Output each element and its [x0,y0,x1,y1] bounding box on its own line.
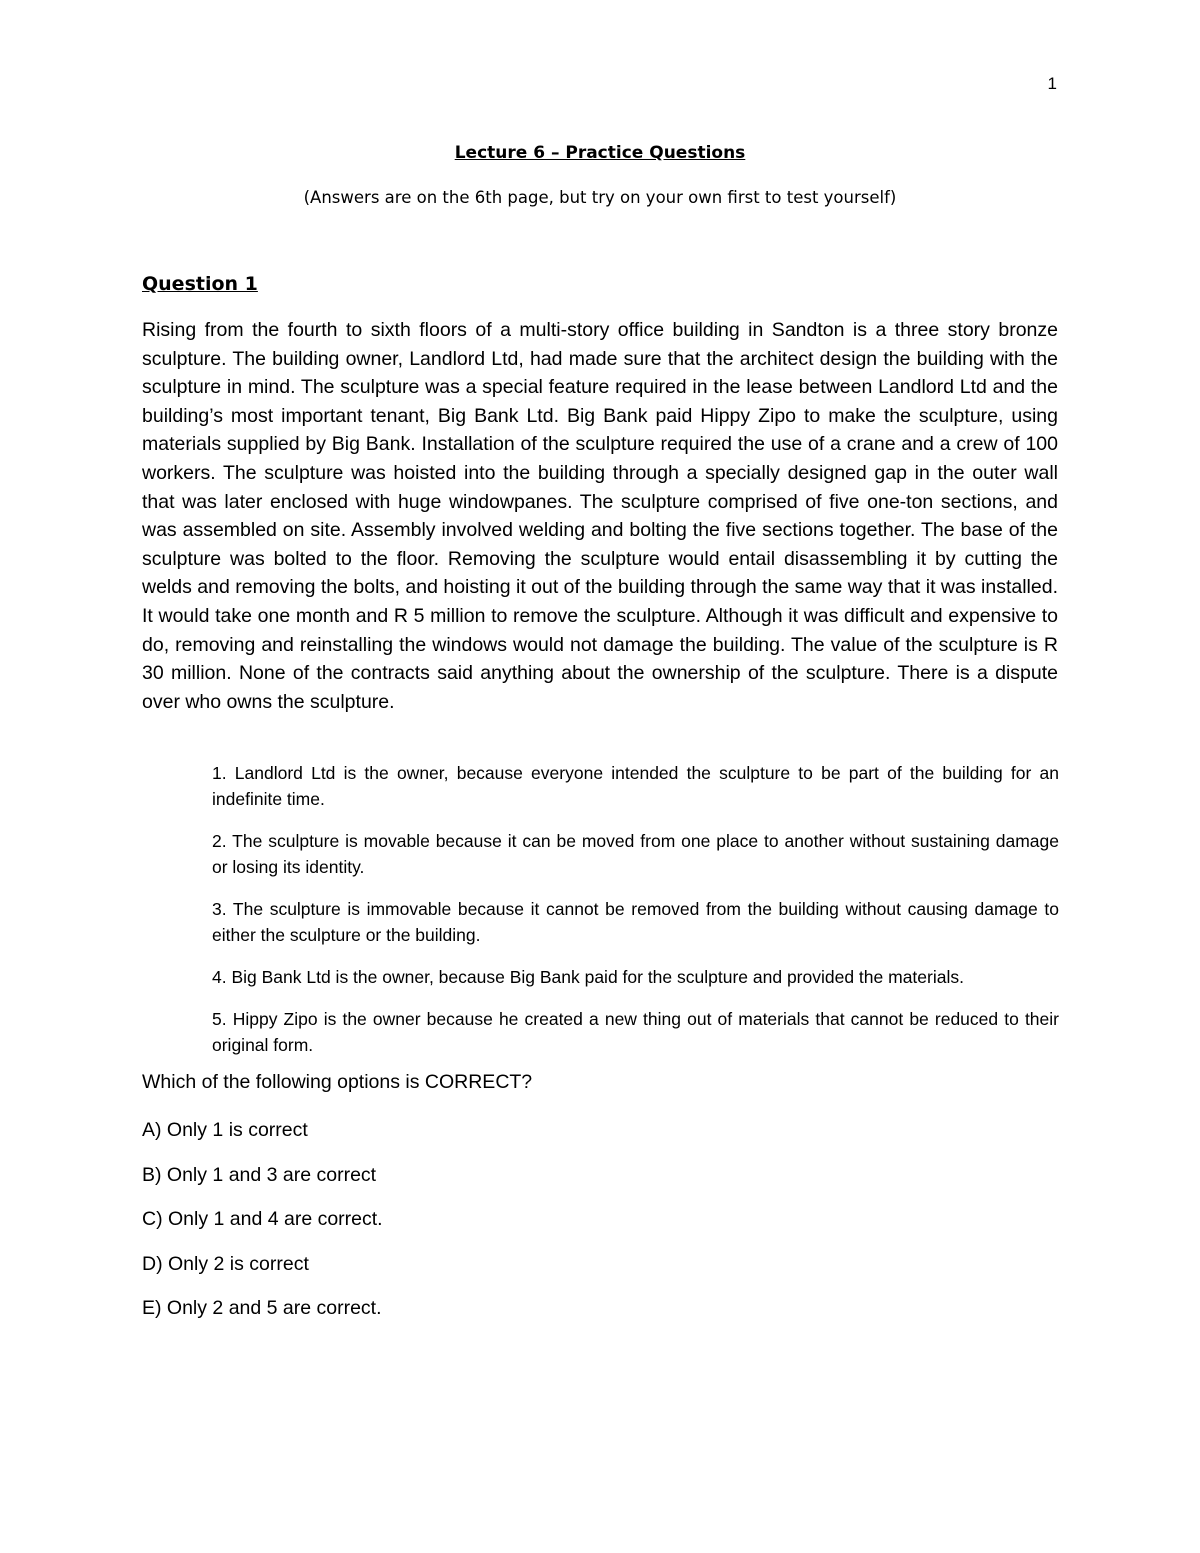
page-title: Lecture 6 – Practice Questions [454,143,746,163]
question-body: Rising from the fourth to sixth floors of a multi-story office building in Sandton is a three story bronze sculpture. The building owner, Landlord Ltd, had made sure that the architect design the building with the sculpture in mind. The sculpture was a special feature required in the lease between Landlord Ltd and the building’s most important tenant, Big Bank Ltd. Big Bank paid Hippy Zipo to make the sculpture, using materials supplied by Big Bank. Installation of the sculpture required the use of a crane and a crew of 100 workers. The sculpture was hoisted into the building through a specially designed gap in the outer wall that was later enclosed with huge windowpanes. The sculpture comprised of five one-ton sections, and was assembled on site. Assembly involved welding and bolting the five sections together. The base of the sculpture was bolted to the floor. Removing the sculpture would entail disassembling it by cutting the welds and removing the bolts, and hoisting it out of the building through the same way that it was installed. It would take one month and R 5 million to remove the sculpture. Although it was difficult and expensive to do, removing and reinstalling the windows would not damage the building. The value of the sculpture is R 30 million. None of the contracts said anything about the ownership of the sculpture. There is a dispute over who owns the sculpture. [142,319,1058,713]
statement-5: 5. Hippy Zipo is the owner because he created a new thing out of materials that cannot be reduced to their original form. [212,1009,1059,1055]
option-e: E) Only 2 and 5 are correct. [142,1297,382,1319]
statement-2: 2. The sculpture is movable because it can be moved from one place to another without sustaining damage or losing its identity. [212,831,1059,877]
option-c: C) Only 1 and 4 are correct. [142,1208,383,1230]
answer-options [142,1116,383,1339]
page-number: 1 [1047,74,1057,93]
page-subtitle: (Answers are on the 6th page, but try on your own first to test yourself) [303,188,897,207]
statement-1: 1. Landlord Ltd is the owner, because everyone intended the sculpture to be part of the building for an indefinite time. [212,763,1059,809]
statement-list [212,760,1059,1074]
question-heading: Question 1 [142,273,258,295]
statement-4: 4. Big Bank Ltd is the owner, because Big Bank paid for the sculpture and provided the materials. [212,967,964,987]
option-d: D) Only 2 is correct [142,1252,309,1275]
option-b: B) Only 1 and 3 are correct [142,1163,377,1186]
statement-3: 3. The sculpture is immovable because it cannot be removed from the building without causing damage to either the sculpture or the building. [212,899,1059,945]
question-prompt: Which of the following options is CORRECT? [142,1071,533,1093]
option-a: A) Only 1 is correct [142,1119,308,1141]
